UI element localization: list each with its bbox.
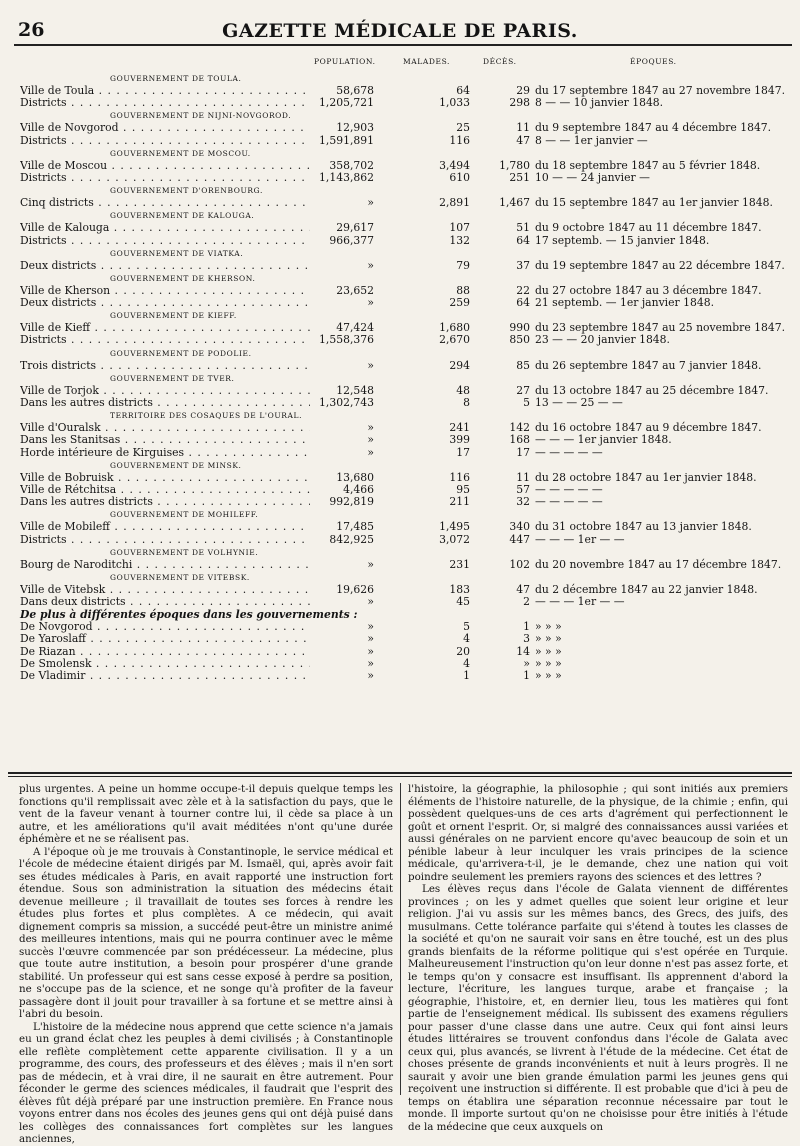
row-label: Dans les autres districts . . .	[20, 496, 310, 508]
malades-cell: 17	[456, 445, 470, 459]
government-title: GOUVERNEMENT DE KALOUGA.	[110, 211, 255, 221]
deces-cell: 2	[523, 595, 530, 609]
epoques-cell: » » »	[535, 632, 562, 646]
government-heading	[20, 347, 792, 360]
row-label: Bourg de Naroditchi . . .	[20, 559, 310, 571]
population-cell: 1,591,891	[319, 133, 374, 147]
row-label: De Vladimir . . .	[20, 670, 310, 682]
row-label: Ville de Torjok . . .	[20, 385, 310, 397]
epoques-cell: du 15 septembre 1847 au 1er janvier 1848.	[535, 196, 773, 210]
deces-cell: 1	[523, 669, 530, 682]
deces-cell: 168	[509, 433, 530, 447]
epoques-cell: 8 — — 1er janvier —	[535, 133, 648, 147]
epoques-cell: du 9 septembre 1847 au 4 décembre 1847.	[535, 121, 772, 135]
epoques-cell: 13 — — 25 — —	[535, 396, 623, 409]
malades-cell: 4	[463, 656, 470, 670]
malades-cell: 2,670	[439, 333, 470, 347]
malades-cell: 1,495	[439, 520, 470, 534]
population-cell: »	[367, 644, 374, 658]
malades-cell: 241	[449, 421, 470, 435]
population-cell: 47,424	[336, 321, 374, 335]
population-cell: 1,302,743	[319, 396, 374, 409]
epoques-cell: — — — — —	[535, 482, 603, 496]
malades-cell: 20	[456, 644, 470, 658]
table-row	[20, 334, 792, 346]
table-row	[20, 621, 792, 633]
row-label: De Riazan . . .	[20, 646, 310, 658]
malades-cell: 132	[449, 233, 470, 247]
deces-cell: 47	[516, 133, 530, 147]
population-cell: »	[367, 296, 374, 310]
epoques-cell: — — — 1er janvier 1848.	[535, 433, 672, 447]
deces-cell: 142	[509, 421, 530, 435]
population-cell: 29,617	[336, 221, 374, 235]
paragraph: Les élèves reçus dans l'école de Galata viennent de différentes provinces ; on les y admet quelles que soient leur origine et leur religion. J'ai vu assis sur les mêmes bancs, des Grecs, des juifs, des musulmans. Cette tolérance parfaite qui s'étend à toutes les classes de la société et qu'on ne saurait voir sans en être touché, est un des plus grands bienfaits de la réforme politique qui s'est opérée en Turquie. Malheureusement l'instruction qu'on leur donne n'est pas assez forte, et le temps qu'on y consacre est insuffisant. Ils apprennent d'abord la lecture, l'écriture, les langues turque, arabe et française ; la géographie, l'histoire, et, en dernier lieu, tous les matières qui font partie de l'enseignement médical. Ils subissent des examens réguliers pour passer d'une classe dans une autre. Ceux qui font ainsi leurs études littéraires se trouvent confondus dans l'école de Galata avec ceux qui, plus avancés, se livrent à l'étude de la médecine. Cet état de choses présente de grands inconvénients et nuit à leurs progrès. Il ne saurait y avoir une bien grande émulation parmi les jeunes gens qui reçoivent une instruction si différente. Il est probable que d'ici à peu de temps on établira une séparation reconnue nécessaire par tout le monde. Il importe surtout qu'on ne choisisse pour être initiés à l'étude de la médecine que ceux auxquels on	[408, 883, 788, 1133]
deces-cell: 29	[516, 84, 530, 97]
column-separator	[400, 783, 401, 1095]
population-cell: 1,143,862	[319, 170, 374, 184]
row-label: Ville de Kieff . . .	[20, 322, 310, 334]
row-label: Districts . . .	[20, 334, 310, 346]
deces-cell: 850	[509, 333, 530, 347]
government-title: GOUVERNEMENT DE MOHILEFF.	[110, 510, 259, 520]
deces-cell: 51	[516, 221, 530, 235]
row-label: Trois districts . . .	[20, 360, 310, 372]
government-heading	[20, 459, 792, 472]
epoques-cell: du 13 octobre 1847 au 25 décembre 1847.	[535, 383, 769, 397]
malades-cell: 1	[463, 669, 470, 682]
table-row	[20, 534, 792, 546]
epoques-cell: — — — 1er — —	[535, 595, 625, 609]
epoques-cell: » » »	[535, 669, 562, 682]
deces-cell: 47	[516, 582, 530, 596]
population-cell: 19,626	[336, 582, 374, 596]
malades-cell: 399	[449, 433, 470, 447]
deces-cell: 57	[516, 482, 530, 496]
table-row	[20, 385, 792, 397]
malades-cell: 5	[463, 620, 470, 634]
epoques-cell: du 28 octobre 1847 au 1er janvier 1848.	[535, 470, 757, 484]
table-row	[20, 434, 792, 446]
government-title: GOUVERNEMENT DE NIJNI-NOVGOROD.	[110, 111, 292, 121]
population-cell: 12,903	[336, 121, 374, 135]
row-label: Districts . . .	[20, 97, 310, 109]
row-label: Horde intérieure de Kirguises . . .	[20, 447, 310, 459]
deces-cell: 32	[516, 495, 530, 509]
table-row	[20, 122, 792, 134]
table-row	[20, 484, 792, 496]
deces-cell: 64	[516, 296, 530, 310]
epoques-cell: » » »	[535, 644, 562, 658]
government-title: GOUVERNEMENT DE VIATKA.	[110, 248, 244, 258]
government-title: GOUVERNEMENT DE TOULA.	[110, 74, 242, 83]
government-title: GOUVERNEMENT DE KIEFF.	[110, 311, 237, 321]
table-row	[20, 397, 792, 409]
population-cell: »	[367, 433, 374, 447]
government-title: TERRITOIRE DES COSAQUES DE L'OURAL.	[110, 411, 303, 421]
malades-cell: 1,680	[439, 321, 470, 335]
deces-cell: 340	[509, 520, 530, 534]
malades-cell: 95	[456, 482, 470, 496]
deces-cell: 85	[516, 358, 530, 372]
malades-cell: 2,891	[439, 196, 470, 210]
epoques-cell: 21 septemb. — 1er janvier 1848.	[535, 296, 715, 310]
government-title: GOUVERNEMENT DE TVER.	[110, 373, 235, 383]
row-label: Ville de Kalouga . . .	[20, 222, 310, 234]
government-heading	[20, 247, 792, 260]
row-label: Ville d'Ouralsk . . .	[20, 422, 310, 434]
page-header	[0, 0, 800, 48]
table-row	[20, 97, 792, 109]
deces-cell: 251	[509, 170, 530, 184]
population-cell: »	[367, 656, 374, 670]
epoques-cell: du 27 octobre 1847 au 3 décembre 1847.	[535, 283, 762, 297]
table-row	[20, 197, 792, 209]
table-row	[20, 521, 792, 533]
malades-cell: 183	[449, 582, 470, 596]
section-rule	[8, 772, 792, 774]
epoques-cell: du 2 décembre 1847 au 22 janvier 1848.	[535, 582, 758, 596]
malades-cell: 610	[449, 170, 470, 184]
government-title: GOUVERNEMENT DE VITEBSK.	[110, 572, 250, 582]
malades-cell: 48	[456, 383, 470, 397]
population-cell: »	[367, 595, 374, 609]
row-label: Districts . . .	[20, 172, 310, 184]
deces-cell: 22	[516, 283, 530, 297]
table-row	[20, 172, 792, 184]
table-row	[20, 260, 792, 272]
population-cell: 23,652	[336, 283, 374, 297]
population-cell: »	[367, 669, 374, 682]
epoques-cell: du 20 novembre 1847 au 17 décembre 1847.	[535, 557, 782, 571]
deces-cell: 27	[516, 383, 530, 397]
text-column-left	[19, 783, 393, 1146]
row-label: Districts . . .	[20, 135, 310, 147]
table-row	[20, 596, 792, 608]
government-title: GOUVERNEMENT D'ORENBOURG.	[110, 186, 263, 196]
cholera-table	[20, 72, 792, 682]
paragraph: A l'époque où je me trouvais à Constantinople, le service médical et l'école de médecine étaient dirigés par M. Ismaël, qui, après avoir fait ses études médicales à Paris, en avait rapporté une instruction fort étendue. Sous son administration la situation des médecins était devenue meilleure ; il travaillait de toutes ses forces à rendre les études plus fortes et plus complètes. A ce médecin, qui avait dignement compris sa mission, a succédé peut-être un ministre animé des meilleures intentions, mais qui ne pourra continuer avec le même succès l'œuvre commencée par son prédécesseur. La médecine, plus que toute autre institution, a besoin pour prospérer d'une grande stabilité. Un professeur qui est sans cesse exposé à perdre sa position, ne s'occupe pas de la science, et ne songe qu'à profiter de la faveur passagère dont il jouit pour travailler à sa fortune et se mettre ainsi à l'abri du besoin.	[19, 845, 393, 1020]
table-row	[20, 235, 792, 247]
government-heading	[20, 147, 792, 160]
population-cell: »	[367, 445, 374, 459]
deces-cell: »	[523, 656, 530, 670]
row-label: De Novgorod . . .	[20, 621, 310, 633]
row-label: Ville de Vitebsk . . .	[20, 584, 310, 596]
row-label: De Smolensk . . .	[20, 658, 310, 670]
deces-cell: 1	[523, 620, 530, 634]
epoques-cell: 8 — — 10 janvier 1848.	[535, 96, 664, 110]
row-label: Dans deux districts . . .	[20, 596, 310, 608]
population-cell: 13,680	[336, 470, 374, 484]
row-label: Ville de Toula . . .	[20, 85, 310, 97]
epoques-cell: — — — — —	[535, 445, 603, 459]
table-row	[20, 646, 792, 658]
row-label: Dans les autres districts . . .	[20, 397, 310, 409]
population-cell: »	[367, 258, 374, 272]
epoques-cell: du 9 octobre 1847 au 11 décembre 1847.	[535, 221, 762, 235]
paragraph: l'histoire, la géographie, la philosophie ; qui sont initiés aux premiers éléments de l'histoire naturelle, de la physique, de la chimie ; enfin, qui possèdent quelques-uns de ces arts d'agrément qui perfectionnent le goût et ornent l'esprit. Or, si malgré des connaissances aussi variées et aussi générales on ne parvient encore qu'avec beaucoup de soin et un pénible labeur à leur inculquer les vrais principes de la science médicale, qu'arrivera-t-il, je le demande, chez une nation qui voit poindre seulement les premiers rayons des sciences et des lettres ?	[408, 783, 788, 883]
population-cell: 1,205,721	[319, 96, 374, 110]
table-row	[20, 633, 792, 645]
population-cell: »	[367, 358, 374, 372]
government-title: GOUVERNEMENT DE VOLHYNIE.	[110, 547, 259, 557]
deces-cell: 447	[509, 532, 530, 546]
population-cell: 1,558,376	[319, 333, 374, 347]
row-label: Dans les Stanitsas . . .	[20, 434, 310, 446]
deces-cell: 14	[516, 644, 530, 658]
population-cell: 992,819	[329, 495, 374, 509]
epoques-cell: du 16 octobre 1847 au 9 décembre 1847.	[535, 421, 762, 435]
deces-cell: 3	[523, 632, 530, 646]
table-row	[20, 670, 792, 682]
row-label: Districts . . .	[20, 534, 310, 546]
malades-cell: 1,033	[439, 96, 470, 110]
text-column-right	[408, 783, 788, 1133]
table-row	[20, 135, 792, 147]
population-cell: »	[367, 421, 374, 435]
page-number: 26	[18, 19, 45, 41]
malades-cell: 45	[456, 595, 470, 609]
government-heading	[20, 272, 792, 285]
table-row	[20, 559, 792, 571]
row-label: Deux districts . . .	[20, 297, 310, 309]
epoques-cell: du 23 septembre 1847 au 25 novembre 1847.	[535, 321, 786, 335]
government-heading	[20, 546, 792, 559]
malades-cell: 79	[456, 258, 470, 272]
row-label: Ville de Mobileff . . .	[20, 521, 310, 533]
government-title: GOUVERNEMENT DE KHERSON.	[110, 273, 256, 283]
deces-cell: 102	[509, 557, 530, 571]
row-label: Ville de Rétchitsa . . .	[20, 484, 310, 496]
table-row	[20, 360, 792, 372]
table-row	[20, 472, 792, 484]
population-cell: 12,548	[336, 383, 374, 397]
table-row	[20, 85, 792, 97]
deces-cell: 298	[509, 96, 530, 110]
population-cell: »	[367, 620, 374, 634]
col-malades: MALADES.	[403, 57, 451, 66]
malades-cell: 64	[456, 84, 470, 97]
government-title: GOUVERNEMENT DE PODOLIE.	[110, 348, 252, 358]
epoques-cell: du 17 septembre 1847 au 27 novembre 1847.	[535, 84, 786, 97]
deces-cell: 11	[516, 470, 530, 484]
table-row	[20, 496, 792, 508]
paragraph: plus urgentes. A peine un homme occupe-t-il depuis quelque temps les fonctions qu'il remplissait avec zèle et à la satisfaction du pays, que le vent de la faveur venant à tourner contre lui, il cède sa place à un autre, et les améliorations qu'il avait méditées n'ont qu'une durée éphémère et ne se réalisent pas.	[19, 783, 393, 845]
col-population: POPULATION.	[314, 57, 376, 66]
malades-cell: 294	[449, 358, 470, 372]
malades-cell: 211	[449, 495, 470, 509]
row-label: Ville de Novgorod . . .	[20, 122, 310, 134]
deces-cell: 11	[516, 121, 530, 135]
deces-cell: 1,780	[499, 158, 530, 172]
deces-cell: 1,467	[499, 196, 530, 210]
malades-cell: 88	[456, 283, 470, 297]
epoques-cell: du 19 septembre 1847 au 22 décembre 1847.	[535, 258, 785, 272]
government-heading	[20, 372, 792, 385]
malades-cell: 3,072	[439, 532, 470, 546]
section-rule-thin	[8, 776, 792, 777]
population-cell: 17,485	[336, 520, 374, 534]
table-row	[20, 222, 792, 234]
epoques-cell: 17 septemb. — 15 janvier 1848.	[535, 233, 710, 247]
population-cell: 4,466	[343, 482, 374, 496]
deces-cell: 990	[509, 321, 530, 335]
col-deces: DÉCÈS.	[483, 57, 517, 66]
malades-cell: 116	[449, 133, 470, 147]
deces-cell: 64	[516, 233, 530, 247]
journal-title: GAZETTE MÉDICALE DE PARIS.	[222, 20, 578, 42]
population-cell: 58,678	[336, 84, 374, 97]
deces-cell: 17	[516, 445, 530, 459]
government-title: GOUVERNEMENT DE MOSCOU.	[110, 148, 251, 158]
epoques-cell: 23 — — 20 janvier 1848.	[535, 333, 670, 347]
header-rule	[14, 44, 792, 46]
malades-cell: 231	[449, 557, 470, 571]
row-label: De Yaroslaff . . .	[20, 633, 310, 645]
col-epoques: ÉPOQUES.	[630, 57, 677, 66]
epoques-cell: » » »	[535, 656, 562, 670]
table-row	[20, 297, 792, 309]
malades-cell: 107	[449, 221, 470, 235]
malades-cell: 259	[449, 296, 470, 310]
population-cell: »	[367, 557, 374, 571]
malades-cell: 3,494	[439, 158, 470, 172]
row-label: Districts . . .	[20, 235, 310, 247]
epoques-cell: — — — 1er — —	[535, 532, 625, 546]
epoques-cell: du 26 septembre 1847 au 7 janvier 1848.	[535, 358, 762, 372]
malades-cell: 4	[463, 632, 470, 646]
table-row	[20, 584, 792, 596]
government-heading	[20, 571, 792, 584]
table-row	[20, 160, 792, 172]
population-cell: 842,925	[329, 532, 374, 546]
population-cell: 966,377	[329, 233, 374, 247]
row-label: Ville de Moscou . . .	[20, 160, 310, 172]
deces-cell: 5	[523, 396, 530, 409]
table-row	[20, 447, 792, 459]
table-row	[20, 422, 792, 434]
various-periods-heading: De plus à différentes époques dans les gouvernements :	[20, 608, 358, 622]
deces-cell: 37	[516, 258, 530, 272]
population-cell: »	[367, 632, 374, 646]
population-cell: »	[367, 196, 374, 210]
table-row	[20, 322, 792, 334]
row-label: Deux districts . . .	[20, 260, 310, 272]
epoques-cell: — — — — —	[535, 495, 603, 509]
malades-cell: 8	[463, 396, 470, 409]
government-title: GOUVERNEMENT DE MINSK.	[110, 460, 242, 470]
epoques-cell: du 18 septembre 1847 au 5 février 1848.	[535, 158, 761, 172]
population-cell: 358,702	[329, 158, 374, 172]
row-label: Cinq districts . . .	[20, 197, 310, 209]
epoques-cell: du 31 octobre 1847 au 13 janvier 1848.	[535, 520, 752, 534]
epoques-cell: » » »	[535, 620, 562, 634]
table-row	[20, 658, 792, 670]
row-label: Ville de Kherson . . .	[20, 285, 310, 297]
paragraph: L'histoire de la médecine nous apprend que cette science n'a jamais eu un grand éclat chez les peuples à demi civilisés ; à Constantinople elle reflète complètement cette apparente civilisation. Il y a un programme, des cours, des professeurs et des élèves ; mais il n'en sort pas de médecin, et à vrai dire, il ne saurait en être autrement. Pour féconder le germe des sciences médicales, il faudrait que l'esprit des élèves fût déjà préparé par une instruction première. En France nous voyons entrer dans nos écoles des jeunes gens qui ont déjà puisé dans les collèges des connaissances fort complètes sur les langues anciennes,	[19, 1020, 393, 1145]
malades-cell: 25	[456, 121, 470, 135]
row-label: Ville de Bobruisk . . .	[20, 472, 310, 484]
epoques-cell: 10 — — 24 janvier —	[535, 170, 650, 184]
malades-cell: 116	[449, 470, 470, 484]
